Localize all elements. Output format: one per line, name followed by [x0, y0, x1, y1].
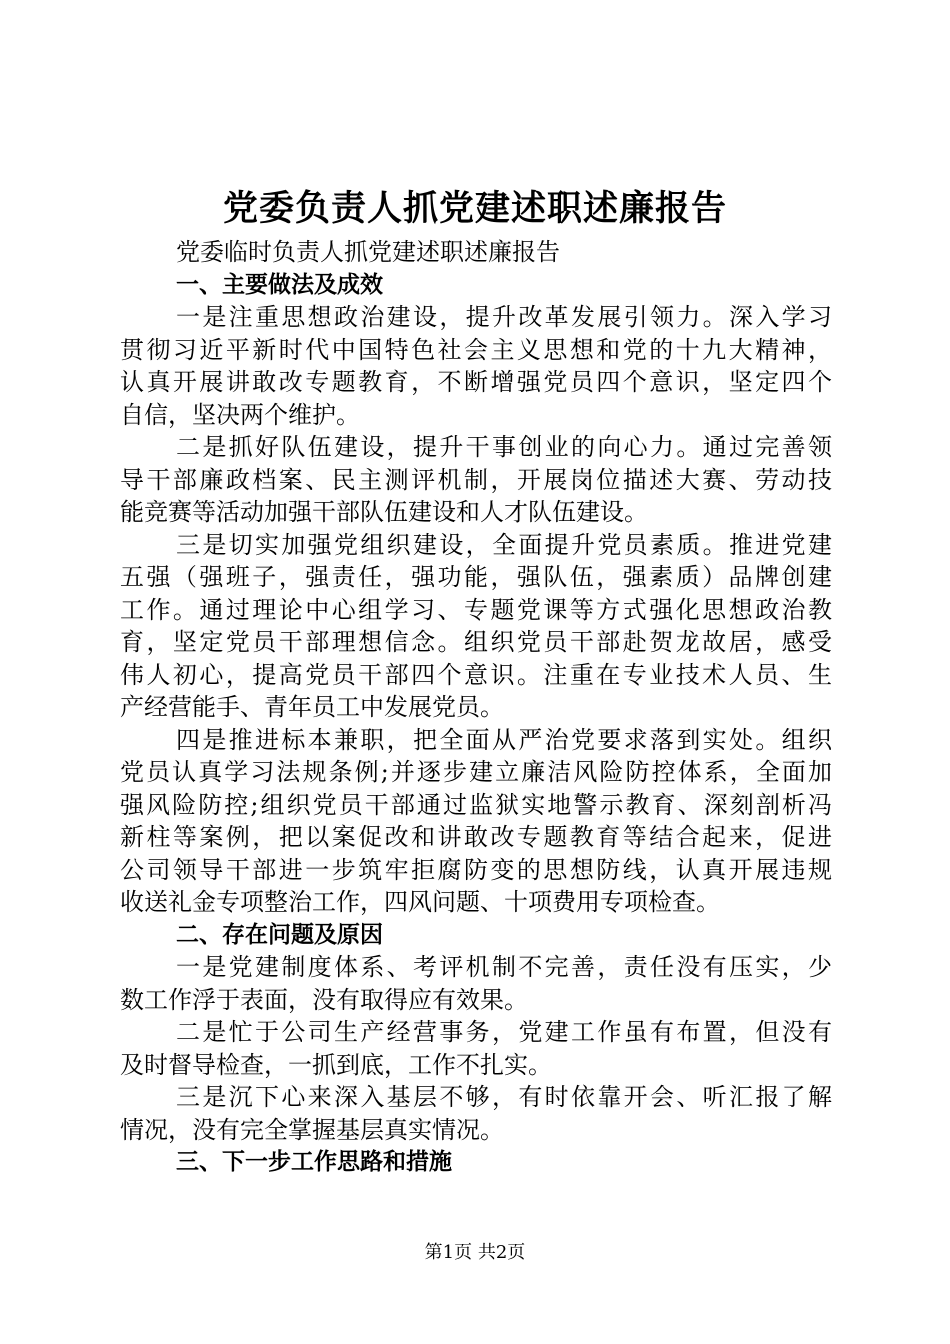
body-line: 三是切实加强党组织建设，全面提升党员素质。推进党建 — [176, 530, 832, 559]
body-line: 新柱等案例，把以案促改和讲敢改专题教育等结合起来，促进 — [120, 823, 832, 851]
body-line: 党员认真学习法规条例;并逐步建立廉洁风险防控体系，全面加 — [120, 758, 832, 786]
body-line: 三是沉下心来深入基层不够，有时依靠开会、听汇报了解 — [176, 1083, 832, 1111]
body-line: 强风险防控;组织党员干部通过监狱实地警示教育、深刻剖析冯 — [120, 790, 832, 819]
body-line: 伟人初心，提高党员干部四个意识。注重在专业技术人员、生 — [120, 660, 832, 689]
section-heading: 三、下一步工作思路和措施 — [176, 1149, 452, 1175]
section-heading: 二、存在问题及原因 — [176, 921, 383, 948]
body-line: 情况，没有完全掌握基层真实情况。 — [120, 1115, 504, 1144]
page-footer: 第1页 共2页 — [424, 1242, 526, 1263]
body-line: 二是抓好队伍建设，提升干事创业的向心力。通过完善领 — [176, 433, 832, 461]
body-line: 一是注重思想政治建设，提升改革发展引领力。深入学习 — [176, 303, 832, 331]
body-line: 一是党建制度体系、考评机制不完善，责任没有压实，少 — [176, 953, 832, 981]
body-line: 自信，坚决两个维护。 — [120, 400, 360, 429]
body-line: 数工作浮于表面，没有取得应有效果。 — [120, 985, 528, 1014]
document-title: 党委负责人抓党建述职述廉报告 — [222, 188, 727, 229]
section-heading: 一、主要做法及成效 — [176, 271, 383, 298]
body-line: 能竞赛等活动加强干部队伍建设和人才队伍建设。 — [120, 498, 648, 526]
body-line: 公司领导干部进一步筑牢拒腐防变的思想防线，认真开展违规 — [120, 855, 832, 884]
body-line: 产经营能手、青年员工中发展党员。 — [120, 693, 504, 721]
body-line: 收送礼金专项整治工作，四风问题、十项费用专项检查。 — [120, 888, 720, 916]
body-line: 工作。通过理论中心组学习、专题党课等方式强化思想政治教 — [120, 595, 832, 624]
body-line: 二是忙于公司生产经营事务，党建工作虽有布置，但没有 — [176, 1018, 832, 1046]
document-body — [120, 236, 832, 1179]
body-line: 育，坚定党员干部理想信念。组织党员干部赴贺龙故居，感受 — [120, 628, 832, 656]
body-line: 党委临时负责人抓党建述职述廉报告 — [176, 238, 560, 266]
body-line: 贯彻习近平新时代中国特色社会主义思想和党的十九大精神， — [120, 335, 832, 364]
body-line: 及时督导检查，一抓到底，工作不扎实。 — [120, 1050, 552, 1079]
body-line: 认真开展讲敢改专题教育，不断增强党员四个意识，坚定四个 — [120, 368, 832, 396]
body-line: 导干部廉政档案、民主测评机制，开展岗位描述大赛、劳动技 — [120, 465, 832, 494]
body-line: 五强（强班子，强责任，强功能，强队伍，强素质）品牌创建 — [120, 563, 832, 591]
body-line: 四是推进标本兼职，把全面从严治党要求落到实处。组织 — [176, 725, 832, 754]
